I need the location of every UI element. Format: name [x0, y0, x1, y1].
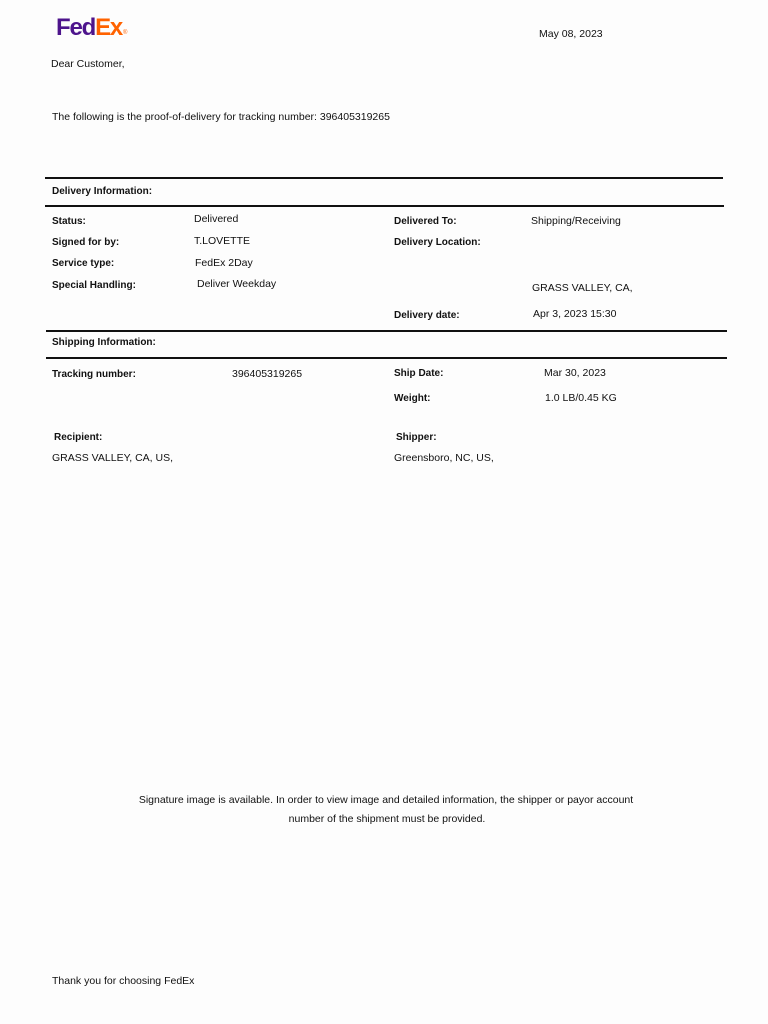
tracking-number-value: 396405319265	[232, 368, 303, 380]
tracking-number-label: Tracking number:	[52, 369, 136, 380]
ship-date-value: Mar 30, 2023	[544, 367, 606, 379]
shipper-value: Greensboro, NC, US,	[394, 452, 494, 464]
status-label: Status:	[52, 216, 86, 227]
letter-date: May 08, 2023	[539, 28, 603, 40]
logo-ex: Ex	[95, 14, 123, 41]
fedex-logo	[56, 14, 127, 47]
shipper-label: Shipper:	[396, 432, 437, 443]
ship-date-label: Ship Date:	[394, 368, 444, 379]
signature-note-line-1: Signature image is available. In order to view image and detailed information, the shipper or payor account	[138, 794, 634, 806]
logo-registered-mark: ®	[123, 30, 128, 36]
weight-value: 1.0 LB/0.45 KG	[545, 392, 617, 404]
delivery-section-title: Delivery Information:	[52, 186, 153, 197]
special-handling-value: Deliver Weekday	[197, 278, 277, 290]
service-type-label: Service type:	[52, 258, 115, 269]
delivery-location-value: GRASS VALLEY, CA,	[532, 282, 633, 294]
delivered-to-value: Shipping/Receiving	[531, 215, 621, 227]
divider-shipping-top	[46, 330, 727, 332]
delivered-to-label: Delivered To:	[394, 216, 457, 227]
divider-shipping	[46, 357, 727, 359]
signed-for-label: Signed for by:	[52, 237, 120, 248]
closing-text: Thank you for choosing FedEx	[52, 975, 195, 987]
delivery-date-value: Apr 3, 2023 15:30	[533, 308, 617, 320]
weight-label: Weight:	[394, 393, 431, 404]
status-value: Delivered	[194, 213, 239, 225]
greeting: Dear Customer,	[51, 58, 125, 70]
signed-for-value: T.LOVETTE	[194, 235, 251, 247]
delivery-location-label: Delivery Location:	[394, 237, 481, 248]
service-type-value: FedEx 2Day	[195, 257, 253, 269]
divider-top	[45, 177, 723, 179]
signature-note-line-2: number of the shipment must be provided.	[288, 813, 486, 825]
special-handling-label: Special Handling:	[52, 280, 136, 291]
recipient-label: Recipient:	[54, 432, 103, 443]
intro-text: The following is the proof-of-delivery for tracking number: 396405319265	[52, 111, 390, 123]
divider-delivery	[45, 205, 724, 207]
shipping-section-title: Shipping Information:	[52, 337, 156, 348]
logo-fed: Fed	[56, 14, 96, 41]
delivery-date-label: Delivery date:	[394, 310, 460, 321]
recipient-value: GRASS VALLEY, CA, US,	[52, 452, 173, 464]
